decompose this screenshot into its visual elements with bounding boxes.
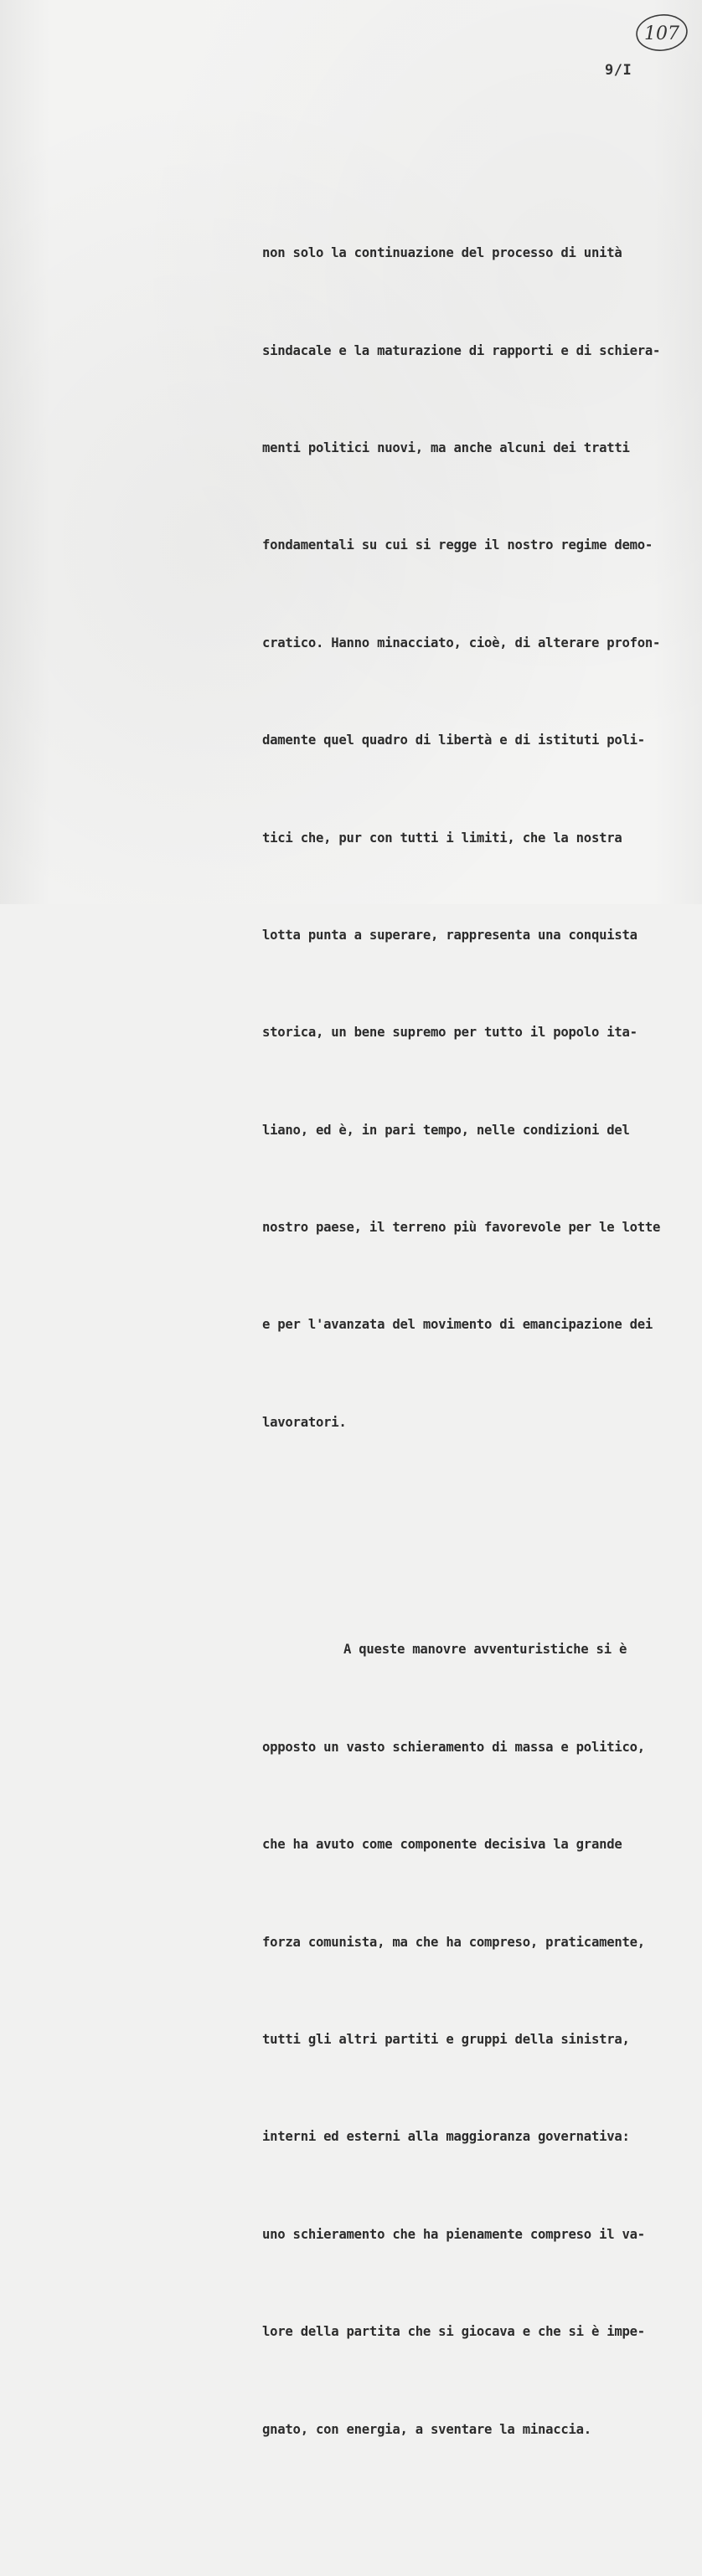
- text-line: tici che, pur con tutti i limiti, che la nostra: [262, 830, 622, 846]
- text-line: lavoratori.: [262, 1414, 347, 1430]
- text-line: sindacale e la maturazione di rapporti e di schiera-: [262, 342, 661, 358]
- text-line: damente quel quadro di libertà e di istituti poli-: [262, 733, 645, 748]
- text-line: cratico. Hanno minacciato, cioè, di alterare profon-: [262, 635, 661, 650]
- text-line: non solo la continuazione del processo di unità: [262, 245, 622, 261]
- text-line: e per l'avanzata del movimento di emancipazione dei: [262, 1317, 653, 1333]
- typewritten-body: [262, 107, 698, 2576]
- page-stamp: [634, 12, 689, 54]
- text-line: storica, un bene supremo per tutto il popolo ita-: [262, 1025, 637, 1041]
- text-line: interni ed esterni alla maggioranza governativa:: [262, 2129, 630, 2145]
- text-line: forza comunista, ma che ha compreso, praticamente,: [262, 1934, 645, 1950]
- text-line: opposto un vasto schieramento di massa e politico,: [262, 1739, 645, 1755]
- text-line: gnato, con energia, a sventare la minaccia.: [262, 2421, 591, 2437]
- text-line: menti politici nuovi, ma anche alcuni dei tratti: [262, 440, 630, 455]
- text-line: che ha avuto come componente decisiva la grande: [262, 1837, 622, 1853]
- page-number: 9/I: [605, 62, 632, 79]
- text-line: liano, ed è, in pari tempo, nelle condizioni del: [262, 1122, 630, 1138]
- paragraph-2: [262, 1569, 698, 2511]
- paragraph-1: [262, 172, 698, 1504]
- text-line: nostro paese, il terreno più favorevole per le lotte: [262, 1220, 661, 1236]
- text-line: A queste manovre avventuristiche si è: [343, 1642, 627, 1658]
- text-line: lore della partita che si giocava e che si è impe-: [262, 2324, 645, 2340]
- text-line: tutti gli altri partiti e gruppi della sinistra,: [262, 2032, 630, 2048]
- text-line: uno schieramento che ha pienamente compreso il va-: [262, 2226, 645, 2242]
- text-line: lotta punta a superare, rappresenta una conquista: [262, 927, 637, 943]
- text-line: fondamentali su cui si regge il nostro regime demo-: [262, 537, 653, 553]
- stamp-number: 107: [644, 23, 679, 44]
